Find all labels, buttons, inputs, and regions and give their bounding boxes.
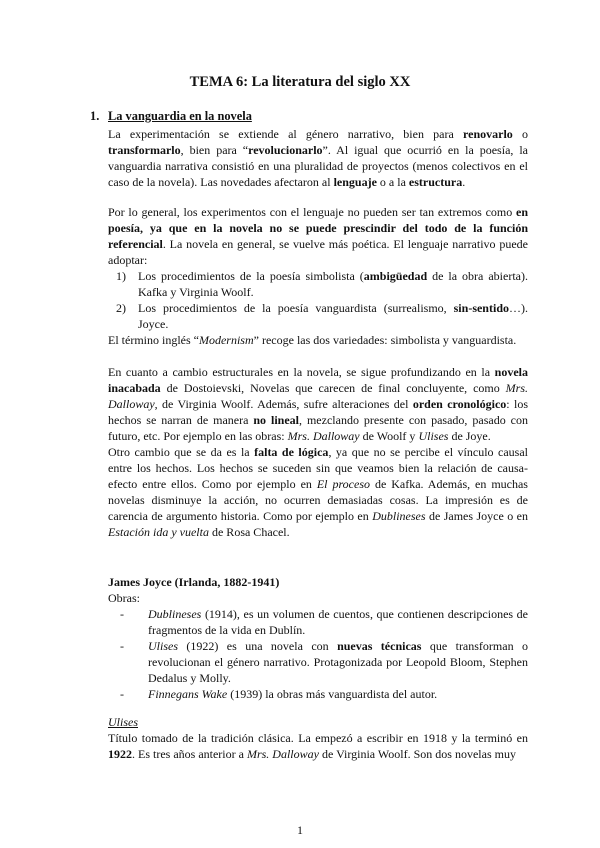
numbered-list xyxy=(108,268,528,332)
page-number: 1 xyxy=(297,823,303,837)
ulises-paragraph: Título tomado de la tradición clásica. La empezó a escribir en 1918 y la terminó en 1922. Es tres años anterior a Mrs. Dalloway de Virginia Woolf. Son dos novelas muy xyxy=(108,731,528,761)
paragraph-language: Por lo general, los experimentos con el lenguaje no pueden ser tan extremos como en poesía, ya que en la novela no se puede prescindir del todo de la función referencial. La novela en general, se vuelve más poética. El lenguaje narrativo puede adoptar: xyxy=(108,205,528,267)
ulises-section xyxy=(108,714,528,762)
document-title: TEMA 6: La literatura del siglo XX xyxy=(189,74,411,90)
list-item: - Ulises (1922) es una novela con nuevas técnicas que transforman o revolucionan el género narrativo. Protagonizada por Leopold Bloom, Stephen Dedalus y Molly. xyxy=(120,639,528,685)
paragraph-structure: En cuanto a cambio estructurales en la novela, se sigue profundizando en la novela inacabada de Dostoievski, Novelas que carecen de final concluyente, como Mrs. Dalloway, de Virginia Woolf. Además, sufre alteraciones del orden cronológico: los hechos se narran de manera no lineal, mezclando presente con pasado, pasado con futuro, etc. Por ejemplo en las obras: Mrs. Dalloway de Woolf y Ulises de Joye. xyxy=(108,365,528,443)
list-item: - Finnegans Wake (1939) la obras más vanguardista del autor. xyxy=(120,687,438,701)
works-list xyxy=(108,606,528,702)
section-title: La vanguardia en la novela xyxy=(108,109,252,123)
modernism-line: El término inglés “Modernism” recoge las dos variedades: simbolista y vanguardista. xyxy=(108,333,517,347)
list-item: - Dublineses (1914), es un volumen de cuentos, que contienen descripciones de fragmentos de la vida en Dublín. xyxy=(120,607,528,637)
list-item: 2) Los procedimientos de la poesía vanguardista (surrealismo, sin-sentido…). Joyce. xyxy=(116,301,528,331)
works-label: Obras: xyxy=(108,591,140,605)
joyce-section xyxy=(108,574,528,606)
list-item: 1) Los procedimientos de la poesía simbolista (ambigüedad de la obra abierta). Kafka y Virginia Woolf. xyxy=(116,269,528,299)
ulises-heading: Ulises xyxy=(108,715,138,729)
section-number: 1. xyxy=(90,109,100,123)
paragraph-experimentation: La experimentación se extiende al género narrativo, bien para renovarlo o transformarlo, bien para “revolucionarlo”. Al igual que ocurrió en la poesía, la vanguardia narrativa consistió en una pluralidad de proyectos (menos colectivos en el caso de la novela). Las novedades afectaron al lenguaje o a la estructura. xyxy=(108,127,528,189)
author-heading: James Joyce (Irlanda, 1882-1941) xyxy=(108,575,280,589)
section-heading xyxy=(90,109,252,124)
paragraph-logic: Otro cambio que se da es la falta de lógica, ya que no se percibe el vínculo causal entre los hechos. Los hechos se suceden sin que veamos bien la relación de causa-efecto entre ellos. Como por ejemplo en El proceso de Kafka. Además, en muchas novelas disminuye la acción, no ocurren demasiadas cosas. La impresión es de carencia de argumento historia. Como por ejemplo en Dublineses de James Joyce o en Estación ida y vuelta de Rosa Chacel. xyxy=(108,445,529,539)
